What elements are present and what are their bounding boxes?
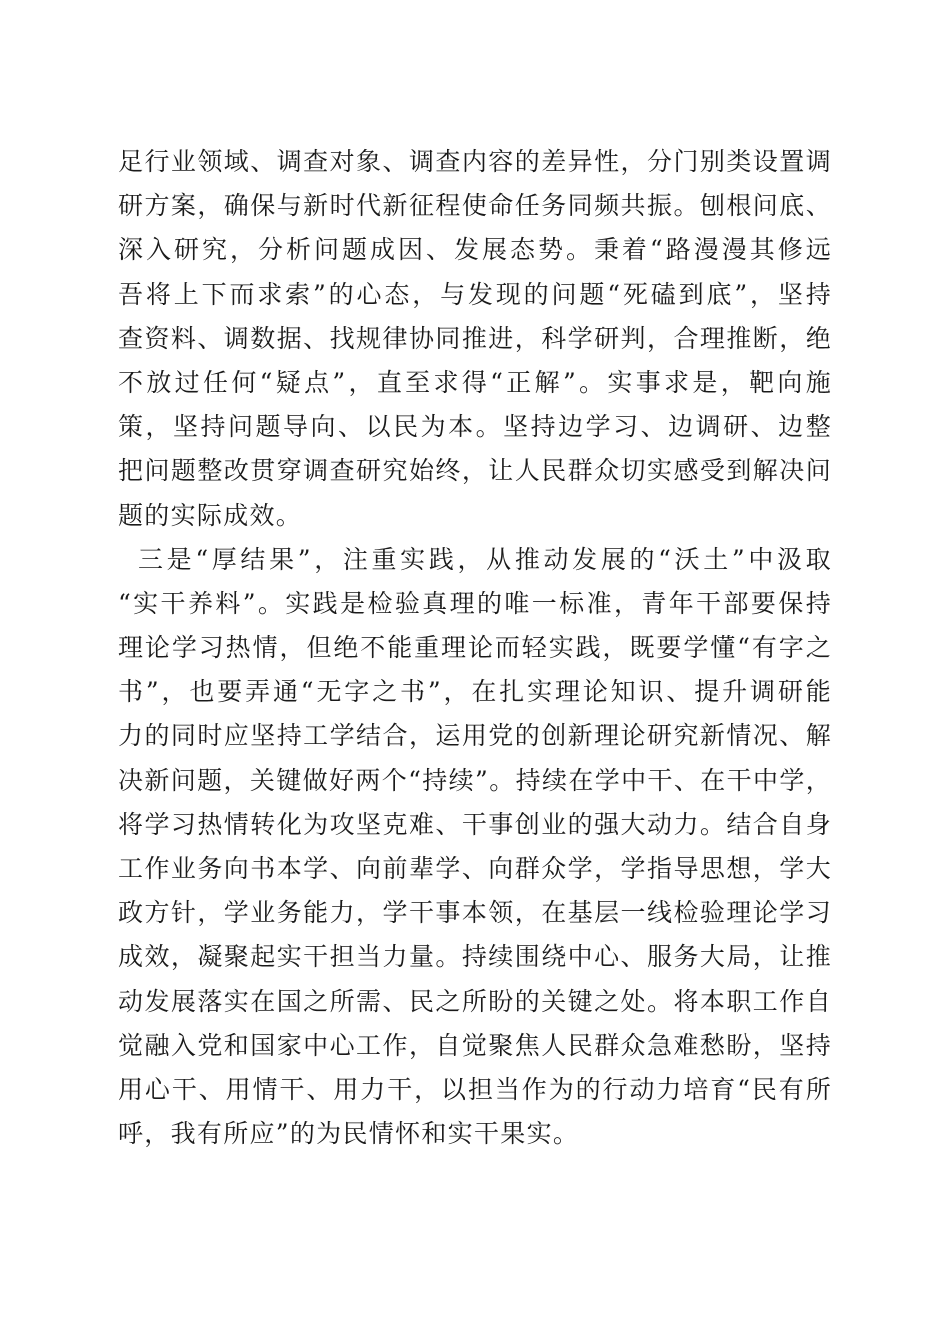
paragraph-line: 工作业务向书本学、向前辈学、向群众学，学指导思想，学大 xyxy=(118,854,832,883)
paragraph-line: 不放过任何“疑点”，直至求得“正解”。实事求是，靶向施 xyxy=(118,367,832,397)
paragraph-line: 将学习热情转化为攻坚克难、干事创业的强大动力。结合自身 xyxy=(118,809,832,839)
paragraph-line: 呼，我有所应”的为民情怀和实干果实。 xyxy=(118,1119,580,1149)
paragraph-line: 书”，也要弄通“无字之书”，在扎实理论知识、提升调研能 xyxy=(118,677,832,707)
paragraph-line: 查资料、调数据、找规律协同推进，科学研判，合理推断，绝 xyxy=(118,323,832,353)
paragraph-line: 成效，凝聚起实干担当力量。持续围绕中心、服务大局，让推 xyxy=(118,942,832,972)
paragraph-line: 足行业领域、调查对象、调查内容的差异性，分门别类设置调 xyxy=(118,147,832,176)
paragraph-line: 动发展落实在国之所需、民之所盼的关键之处。将本职工作自 xyxy=(118,986,832,1016)
paragraph-line: 觉融入党和国家中心工作，自觉聚焦人民群众急难愁盼，坚持 xyxy=(118,1030,832,1060)
paragraph-1 xyxy=(118,140,832,538)
paragraph-2 xyxy=(118,538,832,1157)
paragraph-line: “实干养料”。实践是检验真理的唯一标准，青年干部要保持 xyxy=(118,588,832,618)
paragraph-line: 决新问题，关键做好两个“持续”。持续在学中干、在干中学， xyxy=(118,765,832,795)
document-body xyxy=(118,140,832,1156)
paragraph-line: 政方针，学业务能力，学干事本领，在基层一线检验理论学习 xyxy=(118,898,832,928)
paragraph-line: 深入研究，分析问题成因、发展态势。秉着“路漫漫其修远 xyxy=(118,235,832,265)
paragraph-line: 力的同时应坚持工学结合，运用党的创新理论研究新情况、解 xyxy=(118,721,832,751)
paragraph-line: 研方案，确保与新时代新征程使命任务同频共振。刨根问底、 xyxy=(118,191,832,221)
paragraph-line: 题的实际成效。 xyxy=(118,500,303,530)
paragraph-line: 策，坚持问题导向、以民为本。坚持边学习、边调研、边整 xyxy=(118,412,832,442)
paragraph-line: 用心干、用情干、用力干，以担当作为的行动力培育“民有所 xyxy=(118,1074,832,1104)
paragraph-line: 理论学习热情，但绝不能重理论而轻实践，既要学懂“有字之 xyxy=(118,633,832,663)
paragraph-line: 把问题整改贯穿调查研究始终，让人民群众切实感受到解决问 xyxy=(118,456,832,486)
paragraph-line: 三是“厚结果”，注重实践，从推动发展的“沃土”中汲取 xyxy=(138,544,832,574)
paragraph-line: 吾将上下而求索”的心态，与发现的问题“死磕到底”，坚持 xyxy=(118,279,832,309)
